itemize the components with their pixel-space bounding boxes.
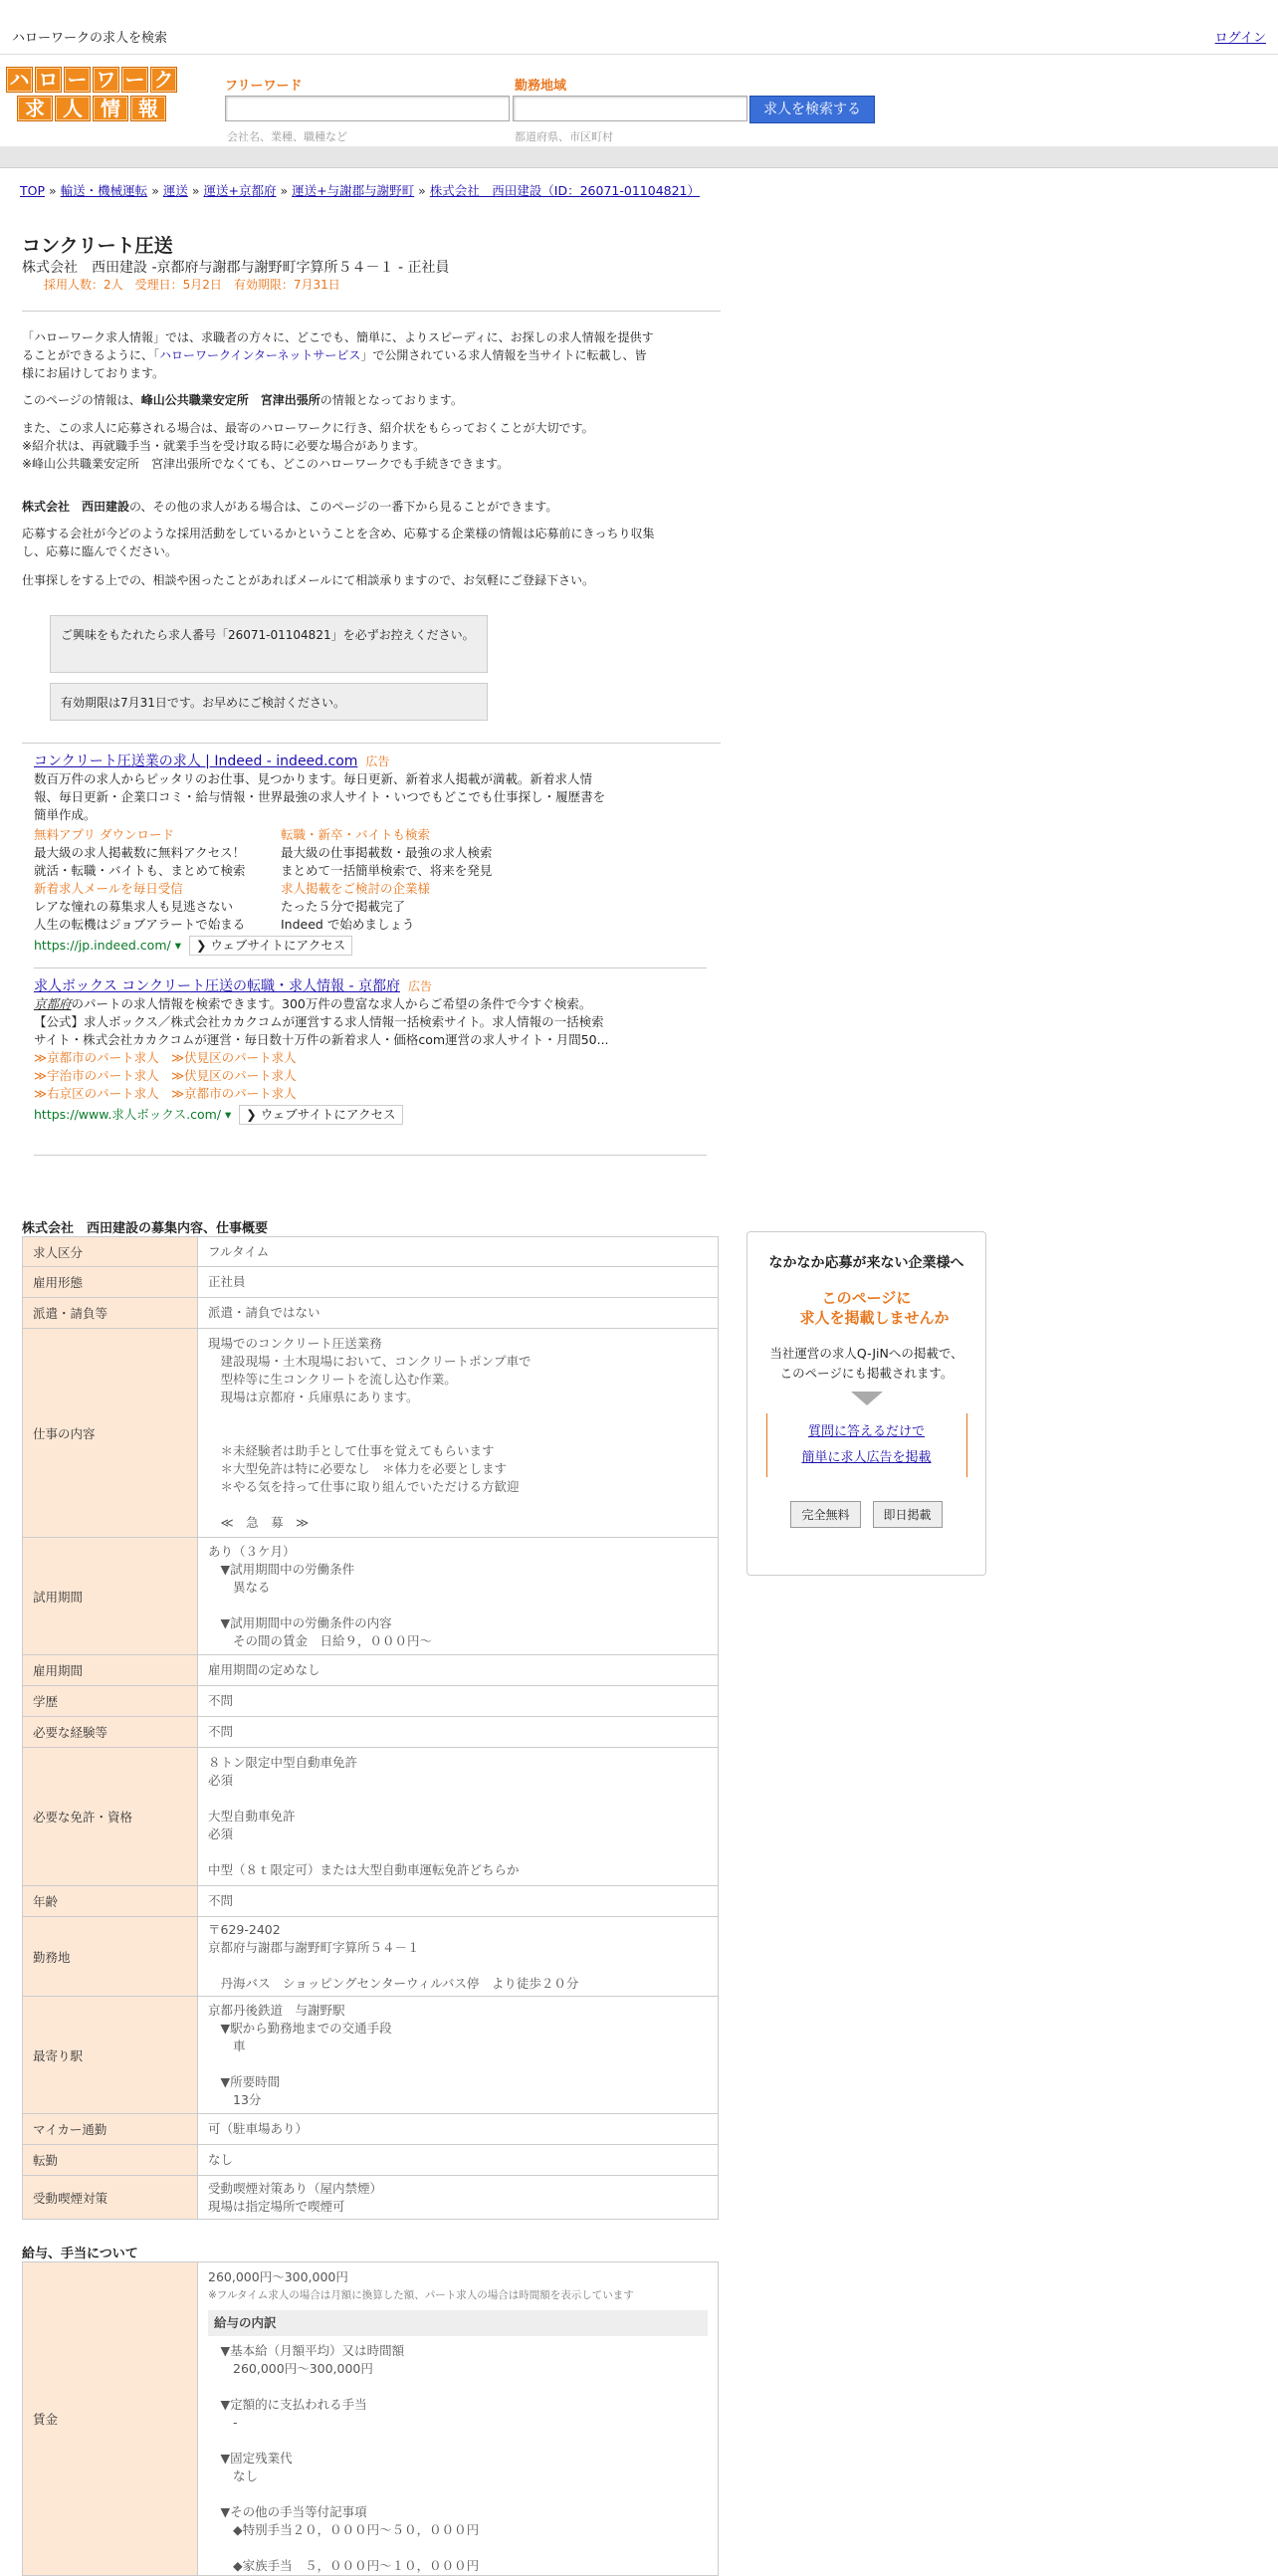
intro-office: このページの情報は、峰山公共職業安定所 宮津出張所の情報となっております。 <box>22 393 463 407</box>
logo-tile: 人 <box>55 96 91 121</box>
divider <box>22 743 721 744</box>
divider <box>34 1155 707 1156</box>
search-button[interactable]: 求人を検索する <box>749 96 875 123</box>
job-meta: 採用人数：2人 受理日：5月2日 有効期限：7月31日 <box>44 278 340 292</box>
arrow-down-icon <box>851 1392 883 1405</box>
logo-tile: ワ <box>93 67 119 93</box>
ad-area-links[interactable]: ≫右京区のパート求人 ≫京都市のパート求人 <box>34 1086 297 1101</box>
salary-table <box>22 2261 719 2576</box>
table-row: 賃金 260,000円〜300,000円 ※フルタイム求人の場合は月額に換算した額、パート求人の場合は時間額を表示しています 給与の内訳 ▼基本給（月額平均）又は時間額 260,000円〜300,000円 ▼定額的に支払われる手当 - ▼固定残業代 なし ▼その他の手当等付記事項 ◆特別手当２０，０００円～５０，０００円 ◆家族手当 ５，０００円～１０，０００円 <box>23 2262 719 2576</box>
ad-indeed: コンクリート圧送業の求人 | Indeed - indeed.com 広告 数百万件の求人からピッタリのお仕事、見つかります。毎日更新、新着求人掲載が満載。新着求人情 報、毎日更新・企業口コミ・給与情報・世界最強の求人サイト・いつでもどこでも仕事探し・履歴書を 簡単作成。 無料アプリ ダウンロード 最大級の求人掲載数に無料アクセス！ 就活・転職・バイトも、まとめて検索 転職・新卒・バイトも検索 最大級の仕事掲載数・最強の求人検索 まとめて一括簡単検索で、将来を発見 新着求人メールを毎日受信 レアな憧れの募集求人も見逃さない 人生の転機はジョブアラートで始まる 求人掲載をご検討の企業様 たった５分で掲載完了 Indeed で始めましょう https://jp.indeed.com/ ▾ ❯ ウェブサイトにアクセス <box>34 752 691 956</box>
divider <box>34 967 707 968</box>
table-row: 雇用形態 正社員 <box>23 1267 719 1298</box>
ad-title-link[interactable]: コンクリート圧送業の求人 | Indeed - indeed.com <box>34 753 358 769</box>
logo-tile: ー <box>64 67 91 93</box>
breadcrumb: TOP » 輸送・機械運転 » 運送 » 運送+京都府 » 運送+与謝郡与謝野町 » 株式会社 西田建設（ID：26071-01104821） <box>20 183 701 198</box>
salary-range: 260,000円〜300,000円 <box>208 2269 348 2284</box>
sitelink[interactable]: 無料アプリ ダウンロード 最大級の求人掲載数に無料アクセス！ 就活・転職・バイトも、まとめて検索 <box>34 827 246 878</box>
breadcrumb-job-type[interactable]: 運送 <box>162 183 188 198</box>
breadcrumb-prefecture[interactable]: 運送+京都府 <box>203 183 277 198</box>
sitelink[interactable]: 転職・新卒・バイトも検索 最大級の仕事掲載数・最強の求人検索 まとめて一括簡単検索で、将来を発見 <box>281 827 493 878</box>
page-title: コンクリート圧送 <box>22 235 173 257</box>
job-details-table <box>22 1236 719 2220</box>
section-title-salary: 給与、手当について <box>22 2247 138 2261</box>
logo-tile: ロ <box>35 67 62 93</box>
login-link[interactable]: ログイン <box>1214 31 1266 46</box>
salary-breakdown-title: 給与の内訳 <box>208 2310 708 2336</box>
ad-sitelinks <box>34 826 691 934</box>
area-input[interactable] <box>513 96 747 121</box>
table-row: 年齢 不問 <box>23 1886 719 1917</box>
logo-tile: ー <box>121 67 148 93</box>
divider <box>22 311 721 312</box>
intro-referral: また、この求人に応募される場合は、最寄のハローワークに行き、紹介状をもらっておくことが大切です。 ※紹介状は、再就職手当・就業手当を受け取る時に必要な場合があります。 ※峰山公共職業安定所 宮津出張所でなくても、どこのハローワークでも手続きできます。 <box>22 421 594 471</box>
free-button[interactable]: 完全無料 <box>790 1501 860 1528</box>
top-bar <box>0 0 1278 55</box>
search-header <box>0 55 1278 147</box>
intro-text: 「ハローワーク求人情報」では、求職者の方々に、どこでも、簡単に、よりスピーディに、お探しの求人情報を提供す ることができるように、「ハローワークインターネットサービス」で公開されている求人情報を当サイトに転載し、皆 様にお届けしております。 <box>22 330 654 380</box>
freeword-input[interactable] <box>225 96 510 121</box>
sitelink[interactable]: 求人掲載をご検討の企業様 たった５分で掲載完了 Indeed で始めましょう <box>281 881 431 932</box>
table-row: 学歴 不問 <box>23 1686 719 1717</box>
table-row: マイカー通勤 可（駐車場あり） <box>23 2114 719 2145</box>
ad-url[interactable]: https://www.求人ボックス.com/ <box>34 1107 222 1122</box>
table-row: 必要な経験等 不問 <box>23 1717 719 1748</box>
ad-title-link[interactable]: 求人ボックス コンクリート圧送の転職・求人情報 - 京都府 <box>34 978 400 994</box>
logo-tile: ハ <box>6 67 33 93</box>
breadcrumb-company[interactable]: 株式会社 西田建設（ID：26071-01104821） <box>429 183 701 198</box>
breadcrumb-town[interactable]: 運送+与謝郡与謝野町 <box>292 183 415 198</box>
table-row: 仕事の内容 現場でのコンクリート圧送業務 建設現場・土木現場において、コンクリートポンプ車で 型枠等に生コンクリートを流し込む作業。 現場は京都府・兵庫県にあります。 ＊未経験者は助手として仕事を覚えてもらいます ＊大型免許は特に必要なし ＊体力を必要とします ＊やる気を持って仕事に取り組んでいただける方歓迎 ≪ 急 募 ≫ <box>23 1329 719 1538</box>
intro-advice: 応募する会社が今どのような採用活動をしているかということを含め、応募する企業様の情報は応募前にきっちり収集 し、応募に臨んでください。 <box>22 527 655 558</box>
ad-url[interactable]: https://jp.indeed.com/ <box>34 938 171 953</box>
advertise-heading: なかなか応募が来ない企業様へ <box>768 1255 964 1271</box>
advertise-box: なかなか応募が来ない企業様へ このページに 求人を掲載しませんか 当社運営の求人Q-JiNへの掲載で、 このページにも掲載されます。 質問に答えるだけで 簡単に求人広告を掲載 完全無料 即日掲載 <box>746 1231 986 1576</box>
intro-company: 株式会社 西田建設の、その他の求人がある場合は、このページの一番下から見ることができます。 <box>22 500 558 514</box>
table-row: 派遣・請負等 派遣・請負ではない <box>23 1298 719 1329</box>
visit-website-button[interactable]: ❯ ウェブサイトにアクセス <box>189 936 352 956</box>
freeword-label: フリーワード <box>225 79 303 94</box>
table-row: 受動喫煙対策 受動喫煙対策あり（屋内禁煙） 現場は指定場所で喫煙可 <box>23 2176 719 2220</box>
table-row: 勤務地 〒629-2402 京都府与謝郡与謝野町字算所５４－１ 丹海バス ショッピングセンターウィルバス停 より徒歩２０分 <box>23 1917 719 1997</box>
same-day-button[interactable]: 即日掲載 <box>873 1501 943 1528</box>
breadcrumb-top[interactable]: TOP <box>20 183 46 198</box>
notice-deadline: 有効期限は7月31日です。お早めにご検討ください。 <box>50 683 488 721</box>
hellowork-logo[interactable] <box>6 67 177 122</box>
table-row: 最寄り駅 京都丹後鉄道 与謝野駅 ▼駅から勤務地までの交通手段 車 ▼所要時間 13分 <box>23 1997 719 2114</box>
hellowork-internet-link[interactable]: ハローワークインターネットサービス <box>159 348 361 362</box>
table-row: 転勤 なし <box>23 2145 719 2176</box>
salary-note: ※フルタイム求人の場合は月額に換算した額、パート求人の場合は時間額を表示しています <box>208 2289 634 2301</box>
ad-badge: 広告 <box>407 979 432 993</box>
site-title: ハローワークの求人を検索 <box>12 31 168 46</box>
ad-area-links[interactable]: ≫京都市のパート求人 ≫伏見区のパート求人 <box>34 1050 297 1065</box>
table-row: 試用期間 あり（３ケ月） ▼試用期間中の労働条件 異なる ▼試用期間中の労働条件の内容 その間の賃金 日給９，０００円～ <box>23 1538 719 1655</box>
header-divider <box>0 147 1278 168</box>
logo-tile: 情 <box>93 96 128 121</box>
table-row: 雇用期間 雇用期間の定めなし <box>23 1655 719 1686</box>
visit-website-button[interactable]: ❯ ウェブサイトにアクセス <box>239 1105 402 1125</box>
job-subtitle: 株式会社 西田建設 -京都府与謝郡与謝野町字算所５４－１ - 正社員 <box>22 260 450 276</box>
salary-breakdown: ▼基本給（月額平均）又は時間額 260,000円〜300,000円 ▼定額的に支払われる手当 - ▼固定残業代 なし ▼その他の手当等付記事項 ◆特別手当２０，０００円～５０，０００円 ◆家族手当 ５，０００円～１０，０００円 <box>220 2343 480 2573</box>
logo-tile: 求 <box>17 96 53 121</box>
ad-area-links[interactable]: ≫宇治市のパート求人 ≫伏見区のパート求人 <box>34 1068 297 1083</box>
notice-job-number: ご興味をもたれたら求人番号「26071-01104821」を必ずお控えください。 <box>50 615 488 673</box>
sitelink[interactable]: 新着求人メールを毎日受信 レアな憧れの募集求人も見逃さない 人生の転機はジョブアラートで始まる <box>34 881 246 932</box>
advertise-link[interactable]: 質問に答えるだけで <box>807 1424 925 1439</box>
advertise-link[interactable]: 簡単に求人広告を掲載 <box>801 1450 932 1465</box>
area-label: 勤務地域 <box>515 79 567 94</box>
logo-tile: ク <box>150 67 177 93</box>
freeword-hint: 会社名、業種、職種など <box>227 130 347 143</box>
intro-consult: 仕事探しをする上での、相談や困ったことがあればメールにて相談承りますので、お気軽にご登録下さい。 <box>22 573 595 587</box>
table-row: 求人区分 フルタイム <box>23 1237 719 1267</box>
breadcrumb-category[interactable]: 輸送・機械運転 <box>60 183 148 198</box>
ad-badge: 広告 <box>365 754 390 768</box>
table-row: 必要な免許・資格 ８トン限定中型自動車免許 必須 大型自動車免許 必須 中型（８ｔ限定可）または大型自動車運転免許どちらか <box>23 1748 719 1886</box>
area-hint: 都道府県、市区町村 <box>515 130 613 143</box>
section-title-details: 株式会社 西田建設の募集内容、仕事概要 <box>22 1221 269 1236</box>
ad-kyujinbox: 求人ボックス コンクリート圧送の転職・求人情報 - 京都府 広告 京都府のパートの求人情報を検索できます。300万件の豊富な求人からご希望の条件で今すぐ検索。 【公式】求人ボックス／株式会社カカクコムが運営する求人情報一括検索サイト。求人情報の一括検索 サイト・株式会社カカクコムが運営・毎日数十万件の新着求人・価格com運営の求人サイト・月間50... ≫京都市のパート求人 ≫伏見区のパート求人 ≫宇治市のパート求人 ≫伏見区のパート求人 ≫右京区のパート求人 ≫京都市のパート求人 https://www.求人ボックス.com/ ▾ ❯ ウェブサイトにアクセス <box>34 977 691 1125</box>
logo-tile: 報 <box>130 96 166 121</box>
